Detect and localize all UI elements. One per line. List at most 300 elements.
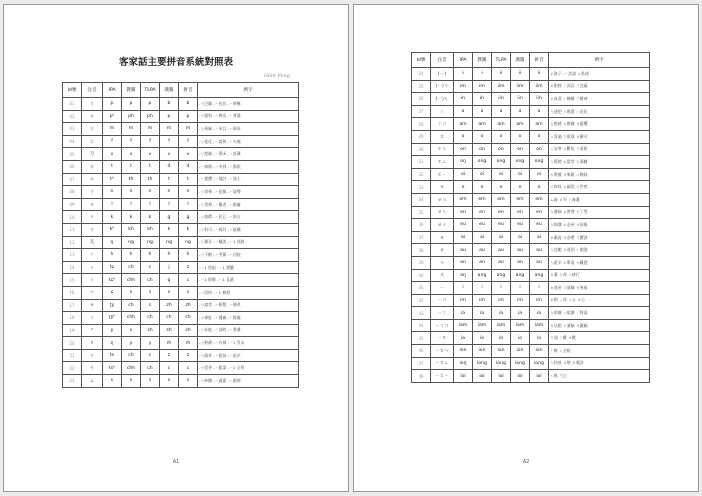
table-cell: eu (454, 219, 473, 232)
table-cell: n (160, 186, 179, 199)
table-cell: en (473, 206, 492, 219)
table-cell: v (160, 148, 179, 161)
table-cell: ㄑ (82, 274, 103, 287)
table-row (412, 357, 650, 370)
table-cell: iong (492, 357, 511, 370)
table-cell: ㄧㄚㄇ (431, 319, 454, 332)
example-cell: ㄇ咩咩 ㄓ細洗 ㄘ世齊 (549, 181, 650, 194)
col-header-hanlo: 漢羅 (160, 83, 179, 98)
example-cell: ㄉ底帝 ㄍ基騎 ㄌ異倚 (549, 282, 650, 295)
table-cell: ch (141, 274, 160, 287)
table-row (412, 168, 650, 181)
table-cell: io (492, 332, 511, 345)
table-cell: iam (530, 319, 549, 332)
example-cell: -ㄅ紗撒 -ㄧ蔬素 -ㄧ鎖掃 (198, 375, 299, 388)
table-row (63, 286, 299, 299)
table-cell: s (122, 286, 141, 299)
table-cell: an (473, 256, 492, 269)
col-header-pinyin: 拼音 (530, 53, 549, 68)
table-cell: c (141, 261, 160, 274)
example-cell: -ㄅ里那 -ㄧ羅老 -ㄧ路盧 (198, 198, 299, 211)
table-row (63, 349, 299, 362)
table-cell: am (511, 118, 530, 131)
table-cell: ㄕ (82, 324, 103, 337)
col-header-ipa: IPA (103, 83, 122, 98)
table-cell: k (160, 223, 179, 236)
table-cell: ㄖ (82, 337, 103, 350)
table-cell: em (530, 193, 549, 206)
example-cell: -ㄅ花化 -ㄧ富和 -ㄧ火痛 (198, 135, 299, 148)
row-id: 34 (412, 193, 431, 206)
table-cell: a (511, 105, 530, 118)
table-cell: au (454, 244, 473, 257)
table-cell: h (141, 249, 160, 262)
table-cell: oi (454, 168, 473, 181)
table-cell: (ㄧ)ㄣ (431, 93, 454, 106)
table-row (412, 231, 650, 244)
table-cell: en (454, 206, 473, 219)
table-cell: pʰ (103, 110, 122, 123)
example-cell: -ㄅ雅牙 -ㄧ蟻淡 -ㄧ1 吳路 (198, 236, 299, 249)
table-cell: im (454, 294, 473, 307)
table-cell: sh (179, 324, 198, 337)
table-cell: v (122, 148, 141, 161)
table-cell: ai (473, 231, 492, 244)
example-cell: ㄉ堆擡 ㄌ來耐 ㄇ梅妹 (549, 168, 650, 181)
table-cell: ㄪ (82, 148, 103, 161)
table-cell: ioi (530, 370, 549, 383)
table-cell: ang (530, 269, 549, 282)
table-cell: tsʰ (103, 362, 122, 375)
table-row (412, 181, 650, 194)
col-header-tlpa: TLPA (141, 83, 160, 98)
table-row (412, 80, 650, 93)
table-cell: s (122, 324, 141, 337)
table-row (63, 110, 299, 123)
table-cell: d (179, 160, 198, 173)
table-cell: m (141, 123, 160, 136)
table-row (63, 160, 299, 173)
table-cell: v (179, 148, 198, 161)
table-cell: f (160, 135, 179, 148)
table-cell: b (179, 98, 198, 111)
table-row (412, 294, 650, 307)
col-header-example: 例字 (549, 53, 650, 68)
example-cell: -ㄅ爬怕 -ㄧ鼻皮 -ㄧ普婆 (198, 110, 299, 123)
example-cell: ㄅ邊扁 ㄓ曾增 ㄊ丁等 (549, 206, 650, 219)
table-cell: ㄏ (82, 249, 103, 262)
table-cell: o (492, 130, 511, 143)
col-header-pinyin: 拼音 (179, 83, 198, 98)
table-cell: em (511, 193, 530, 206)
table-cell: en (530, 206, 549, 219)
table-cell: ㄊ (82, 173, 103, 186)
example-cell: ㄉ店點 ㄍ兼檢 ㄌ嚴劍 (549, 319, 650, 332)
table-row (412, 256, 650, 269)
table-cell: p (122, 98, 141, 111)
col-header-tlpa: TLPA (492, 53, 511, 68)
row-id: 37 (412, 231, 431, 244)
table-cell: chh (122, 274, 141, 287)
table-row (63, 274, 299, 287)
romanization-table-1 (62, 82, 299, 388)
example-cell: -ㄅ拿林 -ㄧ花腻 -ㄧ奴勢 (198, 186, 299, 199)
table-cell: a (492, 105, 511, 118)
table-cell: eu (492, 219, 511, 232)
row-id: 19 (63, 324, 82, 337)
table-cell: oi (492, 168, 511, 181)
example-cell: -ㄅ野爺 -ㄧ衣椅 -ㄧ1 雲永 (198, 337, 299, 350)
table-cell: ㄛㄧ (431, 168, 454, 181)
row-id: 29 (412, 130, 431, 143)
table-cell: au (473, 244, 492, 257)
table-cell: e (511, 181, 530, 194)
col-header-church: 教羅 (473, 53, 492, 68)
table-cell: ion (492, 345, 511, 358)
table-cell: s (141, 375, 160, 388)
table-row (63, 261, 299, 274)
example-cell: ㄓ戴再 ㄉ奈帶 ㄎ蟹該 (549, 231, 650, 244)
table-cell: s (160, 375, 179, 388)
table-cell: ㄐ (82, 261, 103, 274)
table-cell: ph (122, 110, 141, 123)
example-cell: -ㄅ車扯 -ㄧ遲齒 -ㄧ除處 (198, 312, 299, 325)
table-cell: ㄝㄇ (431, 193, 454, 206)
table-row (63, 299, 299, 312)
table-cell: ㄛ (431, 130, 454, 143)
table-cell: ɨn (454, 93, 473, 106)
table-cell: x (160, 286, 179, 299)
table-cell: c (141, 349, 160, 362)
table-cell: ioi (492, 370, 511, 383)
author-signature: Glen Fong (264, 73, 290, 79)
table-cell: ong (473, 156, 492, 169)
table-cell: m (103, 123, 122, 136)
example-cell: ㄅ幫榜 ㄉ當堂 ㄊ湯糖 (549, 156, 650, 169)
table-row (412, 332, 650, 345)
table-cell: rh (160, 337, 179, 350)
table-cell: ㄍ (82, 211, 103, 224)
table-cell: ang (473, 269, 492, 282)
table-cell: iong (511, 357, 530, 370)
table-cell: tʰ (103, 173, 122, 186)
row-id: 48 (412, 370, 431, 383)
table-row (63, 236, 299, 249)
row-id: 28 (412, 118, 431, 131)
table-cell: on (473, 143, 492, 156)
table-cell: ㄚㄇ (431, 118, 454, 131)
row-id: 35 (412, 206, 431, 219)
table-cell: p (141, 98, 160, 111)
table-row (63, 375, 299, 388)
table-cell: im (511, 294, 530, 307)
table-cell: ㄠ (431, 244, 454, 257)
table-cell: a (454, 105, 473, 118)
example-cell: ㄅ包飽 ㄉ道到 ㄏ拋泡 (549, 244, 650, 257)
row-id: 40 (412, 269, 431, 282)
table-cell: ㄅ (82, 98, 103, 111)
table-cell: ㄒ (82, 286, 103, 299)
table-row (412, 282, 650, 295)
table-cell: s (141, 286, 160, 299)
col-header-zhuyin: 注音 (82, 83, 103, 98)
table-cell: ㄧ (431, 282, 454, 295)
table-cell: io (511, 332, 530, 345)
table-cell: iin (492, 93, 511, 106)
table-row (412, 193, 650, 206)
table-cell: s (179, 375, 198, 388)
table-cell: ang (492, 269, 511, 282)
table-cell: iim (511, 80, 530, 93)
row-id: 26 (412, 93, 431, 106)
col-header-church: 教羅 (122, 83, 141, 98)
table-title: 客家話主要拼音系統對照表 (118, 57, 233, 68)
table-cell: ai (511, 231, 530, 244)
row-id: 25 (412, 80, 431, 93)
example-cell: ㄓ真蒸 ㄔ陳稱 ㄕ勝神 (549, 93, 650, 106)
table-cell: au (492, 244, 511, 257)
table-row (63, 362, 299, 375)
example-cell: -ㄅ紙炸 -ㄧ租抹 -ㄧ祖早 (198, 349, 299, 362)
table-cell: ia (511, 307, 530, 320)
romanization-table-2 (411, 52, 650, 383)
table-cell: n (103, 186, 122, 199)
table-cell: f (122, 135, 141, 148)
row-id: 39 (412, 256, 431, 269)
row-id: 31 (412, 156, 431, 169)
table-cell: v (103, 148, 122, 161)
table-cell: tɕ (103, 261, 122, 274)
table-cell: ng (122, 236, 141, 249)
table-row (412, 307, 650, 320)
table-row (63, 123, 299, 136)
table-cell: o (454, 130, 473, 143)
table-cell: ɕ (103, 286, 122, 299)
table-cell: ㄇ (82, 123, 103, 136)
table-cell: th (141, 173, 160, 186)
table-cell: o (511, 130, 530, 143)
table-cell: ʂ (103, 324, 122, 337)
table-cell: y (122, 337, 141, 350)
table-cell: l (122, 198, 141, 211)
table-cell: oi (511, 168, 530, 181)
table-row (63, 148, 299, 161)
row-id: 38 (412, 244, 431, 257)
table-cell: f (103, 135, 122, 148)
table-cell: zh (179, 299, 198, 312)
table-cell: l (179, 198, 198, 211)
page-1 (3, 4, 349, 492)
table-cell: ng (141, 236, 160, 249)
row-id: 46 (412, 345, 431, 358)
table-cell: a (530, 105, 549, 118)
table-cell: iin (511, 93, 530, 106)
table-cell: g (160, 211, 179, 224)
table-cell: ʈʂʰ (103, 312, 122, 325)
table-cell: ㄝㄣ (431, 206, 454, 219)
table-cell: eu (473, 219, 492, 232)
table-cell: p (103, 98, 122, 111)
example-cell: ㄓ資子 -ㄧ次詞 ㄙ私使 (549, 68, 650, 81)
table-cell: ch (141, 312, 160, 325)
table-cell: ioŋ (454, 357, 473, 370)
table-cell: iim (492, 80, 511, 93)
table-cell: a (473, 105, 492, 118)
table-cell: ㄧㄚ (431, 307, 454, 320)
page-2 (353, 4, 699, 492)
table-row (63, 249, 299, 262)
table-row (63, 198, 299, 211)
table-cell: ia (454, 307, 473, 320)
col-header-ipa: IPA (454, 53, 473, 68)
table-row (412, 319, 650, 332)
table-cell: ɨ (454, 68, 473, 81)
table-cell: l (141, 198, 160, 211)
table-cell: d (160, 160, 179, 173)
table-cell: p (160, 110, 179, 123)
table-cell: io (530, 332, 549, 345)
table-cell: ioi (511, 370, 530, 383)
table-cell: iam (511, 319, 530, 332)
table-cell: ㄋ (82, 186, 103, 199)
table-cell: k (103, 211, 122, 224)
table-cell: ㄉ (82, 160, 103, 173)
table-row (412, 345, 650, 358)
table-cell: h (179, 249, 198, 262)
table-cell: k (179, 223, 198, 236)
table-cell: zh (160, 299, 179, 312)
table-cell: p (179, 110, 198, 123)
table-cell: ch (122, 299, 141, 312)
row-id: 47 (412, 357, 431, 370)
table-cell: oi (530, 168, 549, 181)
table-cell: iong (473, 357, 492, 370)
example-cell: ㄅ班半 ㄉ單看 ㄊ難趕 (549, 256, 650, 269)
table-cell: am (530, 118, 549, 131)
example-cell: ㄎ茄 ㄒ靴 ㄌ靴 (549, 332, 650, 345)
example-cell: ㄅ借謝 ㄐ姐謝 ㄒ野高 (549, 307, 650, 320)
table-row (412, 244, 650, 257)
example-cell: -ㄅ下蝦 -ㄧ考蓄 -ㄧ河校 (198, 249, 299, 262)
table-cell: ㄧㄛㄧ (431, 370, 454, 383)
example-cell: -ㄧ1 借姐 -ㄧ1 酒醮 (198, 261, 299, 274)
table-cell: g (179, 211, 198, 224)
table-cell: ㄛㄣ (431, 143, 454, 156)
table-cell: i (492, 282, 511, 295)
table-cell: o (473, 130, 492, 143)
row-id: 42 (412, 294, 431, 307)
table-cell: ch (160, 312, 179, 325)
example-cell: ㄓ斟 ㄔ深 ㄐ心 ㄌ心 (549, 294, 650, 307)
table-row (412, 206, 650, 219)
page-number: A2 (522, 459, 530, 465)
table-cell: im (492, 294, 511, 307)
table-row (63, 211, 299, 224)
table-row (412, 93, 650, 106)
table-cell: iam (492, 319, 511, 332)
example-cell: ㄓ斟枕 ㄔ深沉 ㄕ沈審 (549, 80, 650, 93)
table-cell: ts (103, 349, 122, 362)
table-cell: ㄤ (431, 269, 454, 282)
table-cell: ʐ (103, 337, 122, 350)
table-cell: c (179, 274, 198, 287)
table-row (412, 370, 650, 383)
table-cell: am (454, 118, 473, 131)
table-cell: io (473, 332, 492, 345)
table-cell: ㄫ (82, 236, 103, 249)
table-cell: y (141, 337, 160, 350)
table-cell: ch (122, 349, 141, 362)
row-id: 05 (63, 148, 82, 161)
row-id: 08 (63, 186, 82, 199)
table-cell: chh (122, 312, 141, 325)
row-id: 32 (412, 168, 431, 181)
table-cell: ㄗ (82, 349, 103, 362)
example-cell: -ㄧ1 徐聚 -ㄧ1 且錯 (198, 274, 299, 287)
table-cell: ㄝㄨ (431, 219, 454, 232)
table-row (412, 219, 650, 232)
row-id: 06 (63, 160, 82, 173)
table-cell: au (530, 244, 549, 257)
table-cell: rh (179, 337, 198, 350)
row-id: 02 (63, 110, 82, 123)
table-row (63, 98, 299, 111)
table-cell: ㄈ (82, 135, 103, 148)
table-cell: an (492, 256, 511, 269)
row-id: 41 (412, 282, 431, 295)
table-cell: i (511, 282, 530, 295)
table-cell: th (122, 173, 141, 186)
table-cell: (ㄧ)ㄇ (431, 80, 454, 93)
table-row (412, 118, 650, 131)
table-cell: m (122, 123, 141, 136)
table-cell: ang (511, 269, 530, 282)
row-id: 21 (63, 349, 82, 362)
table-cell: k (122, 211, 141, 224)
table-cell: iim (530, 80, 549, 93)
col-header-example: 例字 (198, 83, 299, 98)
table-row (63, 312, 299, 325)
table-cell: ia (492, 307, 511, 320)
row-id: 33 (412, 181, 431, 194)
row-id: 30 (412, 143, 431, 156)
table-cell: c (179, 362, 198, 375)
table-cell: on (454, 143, 473, 156)
table-cell: ㄔ (82, 312, 103, 325)
table-cell: f (179, 135, 198, 148)
table-cell: ii (492, 68, 511, 81)
table-cell: z (179, 261, 198, 274)
table-cell: s (122, 375, 141, 388)
table-cell: ㄝ (431, 181, 454, 194)
row-id: 09 (63, 198, 82, 211)
table-cell: q (160, 274, 179, 287)
table-row (412, 105, 650, 118)
row-id: 45 (412, 332, 431, 345)
table-cell: ion (530, 345, 549, 358)
table-cell: s (179, 286, 198, 299)
table-cell: n (122, 186, 141, 199)
table-cell: ai (492, 231, 511, 244)
table-cell: ㄢ (431, 256, 454, 269)
table-cell: i (473, 282, 492, 295)
table-cell: sh (141, 324, 160, 337)
table-cell: oi (473, 168, 492, 181)
example-cell: -ㄅ巴霸 -ㄧ包比 -ㄧ辨稱 (198, 98, 299, 111)
table-row (412, 130, 650, 143)
header-row (412, 53, 650, 68)
table-cell: k (141, 211, 160, 224)
